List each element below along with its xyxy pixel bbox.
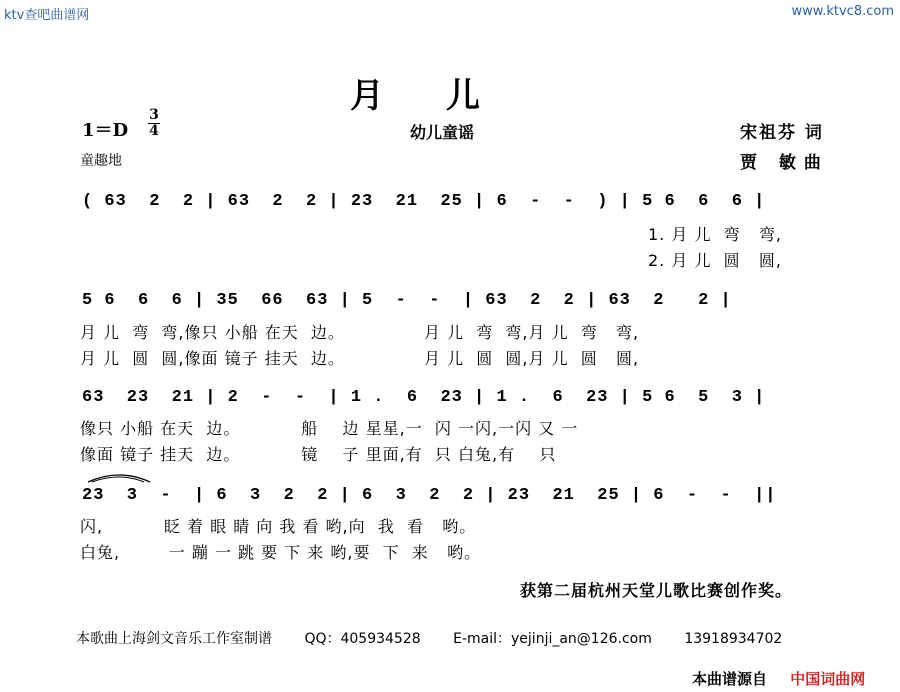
lyricist-credit: 宋祖芬 词 (740, 123, 824, 143)
score-line-4-lyrics-1: 闪, 眨 着 眼 睛 向 我 看 哟,向 我 看 哟。 (80, 517, 477, 536)
score-line-4-lyrics-2: 白兔, 一 蹦 一 跳 要 下 来 哟,要 下 来 哟。 (80, 543, 482, 562)
score-line-1-notes: ( 63 2 2 | 63 2 2 | 23 21 25 | 6 - - ) | 5 6 6 6 | (82, 192, 766, 211)
score-line-3-lyrics-1: 像只 小船 在天 边。 船 边 星星,一 闪 一闪,一闪 又 一 (80, 419, 579, 438)
score-line-3-notes: 63 23 21 | 2 - - | 1 . 6 23 | 1 . 6 23 | 5 6 5 3 | (82, 388, 766, 407)
time-signature-top: 3 (149, 107, 159, 123)
score-line-1-lyrics-2: 2. 月 儿 圆 圆, (648, 251, 782, 270)
score-line-1-lyrics-1: 1. 月 儿 弯 弯, (648, 225, 782, 244)
score-line-2-notes: 5 6 6 6 | 35 66 63 | 5 - - | 63 2 2 | 63 2 2 | (82, 291, 732, 310)
source-credit (692, 668, 865, 689)
tie-arc (86, 470, 152, 484)
time-signature-bottom: 4 (149, 123, 159, 139)
score-line-2-lyrics-2: 月 儿 圆 圆,像面 镜子 挂天 边。 月 儿 圆 圆,月 儿 圆 圆, (80, 349, 640, 368)
composer-credit: 贾 敏曲 (740, 153, 829, 173)
source-label: 本曲谱源自 (692, 670, 768, 688)
source-site-link[interactable]: 中国词曲网 (790, 670, 866, 688)
footer-phone: 13918934702 (684, 631, 783, 647)
footer-studio: 本歌曲上海剑文音乐工作室制谱 (76, 631, 272, 647)
score-line-4-notes: 23 3 - | 6 3 2 2 | 6 3 2 2 | 23 21 25 | 6 - - || (82, 486, 777, 505)
genre-label: 幼儿童谣 (410, 123, 475, 142)
award-note: 获第二届杭州天堂儿歌比赛创作奖。 (520, 581, 793, 600)
footer-email[interactable]: E-mail：yejinji_an@126.com (453, 631, 652, 647)
footer-credits (76, 628, 810, 648)
score-line-3-lyrics-2: 像面 镜子 挂天 边。 镜 子 里面,有 只 白兔,有 只 (80, 445, 557, 464)
tempo-marking: 童趣地 (80, 153, 122, 169)
key-signature: 1＝D (82, 120, 129, 141)
song-title: 月儿 (350, 76, 542, 116)
watermark-right: www.ktvc8.com (791, 4, 894, 19)
watermark-left: ktv查吧曲谱网 (4, 8, 90, 23)
footer-qq: QQ：405934528 (304, 631, 421, 647)
time-signature (148, 108, 160, 139)
score-line-2-lyrics-1: 月 儿 弯 弯,像只 小船 在天 边。 月 儿 弯 弯,月 儿 弯 弯, (80, 323, 640, 342)
